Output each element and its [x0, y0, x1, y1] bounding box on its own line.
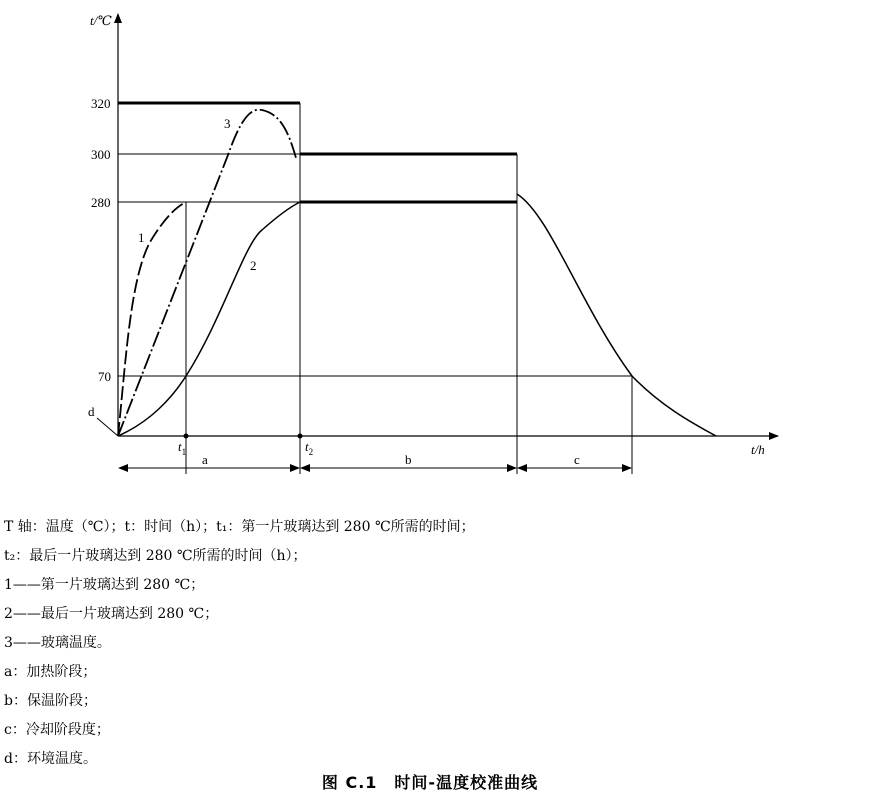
legend-notes — [4, 513, 864, 774]
stage-c-label: c — [574, 452, 580, 467]
note-line: t₂：最后一片玻璃达到 280 ℃所需的时间（h）； — [4, 548, 307, 564]
origin-pointer — [97, 418, 118, 436]
curve-2-label: 2 — [250, 258, 257, 273]
stage-b-label: b — [405, 452, 412, 467]
x-axis-label: t/h — [751, 442, 765, 457]
curve-2-last-glass — [118, 202, 300, 436]
note-line: 2——最后一片玻璃达到 280 ℃； — [4, 606, 219, 622]
y-tick-280: 280 — [91, 195, 111, 210]
curve-3-glass-temperature — [118, 110, 296, 436]
x-tick-t1: $t_1$ — [178, 439, 187, 457]
x-tick-t2: $t_2$ — [305, 439, 314, 457]
stage-a-label: a — [202, 452, 208, 467]
origin-label: d — [88, 404, 95, 419]
note-line: 3——玻璃温度。 — [4, 635, 111, 651]
y-tick-70: 70 — [98, 369, 111, 384]
y-tick-320: 320 — [91, 96, 111, 111]
note-line: d：环境温度。 — [4, 751, 97, 767]
curve-3-label: 3 — [224, 116, 231, 131]
curve-1-first-glass — [118, 202, 186, 436]
note-line: T 轴：温度（℃）；t：时间（h）；t₁：第一片玻璃达到 280 ℃所需的时间； — [4, 519, 475, 535]
y-tick-300: 300 — [91, 147, 111, 162]
note-line: c：冷却阶段度； — [4, 722, 110, 738]
t1-marker — [184, 434, 189, 439]
curve-1-label: 1 — [138, 230, 145, 245]
note-line: a：加热阶段； — [4, 664, 97, 680]
note-line: b：保温阶段； — [4, 693, 97, 709]
y-axis-label: t/℃ — [90, 13, 112, 28]
t2-marker — [298, 434, 303, 439]
note-line: 1——第一片玻璃达到 280 ℃； — [4, 577, 205, 593]
figure-caption: 图 C.1 时间-温度校准曲线 — [321, 773, 539, 792]
cooling-curve — [517, 194, 716, 436]
